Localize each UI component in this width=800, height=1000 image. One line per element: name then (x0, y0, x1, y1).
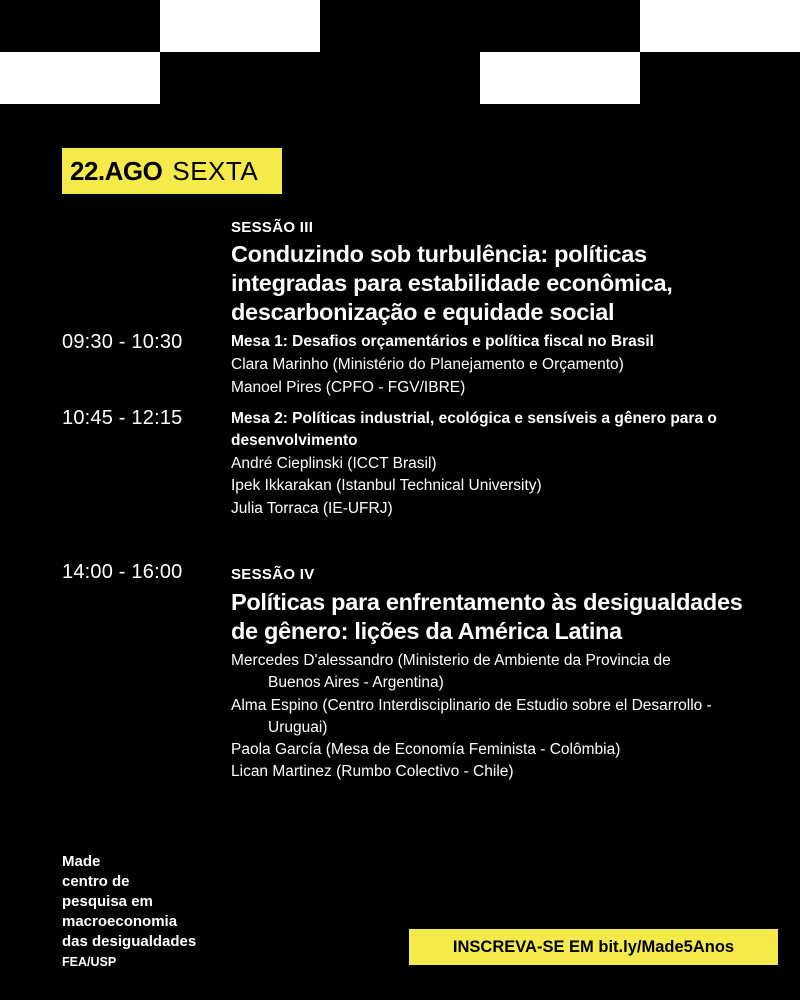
session-3-title-line: integradas para estabilidade econômica, (231, 270, 673, 296)
date-day: 22.AGO (70, 155, 163, 186)
date-badge (62, 148, 282, 194)
mesa-2-title: desenvolvimento (231, 432, 358, 449)
mesa-1-time: 09:30 - 10:30 (62, 331, 183, 353)
speaker: Alma Espino (Centro Interdisciplinario de Estudio sobre el Desarrollo - (231, 697, 712, 714)
speaker: Clara Marinho (Ministério do Planejamento e Orçamento) (231, 356, 624, 373)
speaker-continuation: Uruguai) (268, 719, 328, 736)
date-weekday: SEXTA (172, 155, 259, 186)
speaker: Mercedes D'alessandro (Ministerio de Ambiente da Provincia de (231, 652, 671, 669)
mesa-2-title: Mesa 2: Políticas industrial, ecológica e sensíveis a gênero para o (231, 410, 717, 427)
checker-square (480, 52, 640, 104)
mesa-1-title: Mesa 1: Desafios orçamentários e política fiscal no Brasil (231, 333, 654, 350)
org-line: pesquisa em (62, 893, 153, 910)
session-4-title-line: de gênero: lições da América Latina (231, 618, 622, 644)
speaker: André Cieplinski (ICCT Brasil) (231, 455, 437, 472)
session-4-title-line: Políticas para enfrentamento às desigualdades (231, 589, 743, 615)
org-logo-text (62, 852, 196, 972)
speaker-continuation: Buenos Aires - Argentina) (268, 674, 444, 691)
speaker: Lican Martinez (Rumbo Colectivo - Chile) (231, 763, 514, 780)
org-line: centro de (62, 873, 130, 890)
mesa-2-time: 10:45 - 12:15 (62, 407, 183, 429)
speaker: Paola García (Mesa de Economía Feminista - Colômbia) (231, 741, 621, 758)
session-3-title-line: Conduzindo sob turbulência: políticas (231, 241, 647, 267)
org-line: das desigualdades (62, 933, 197, 950)
org-sub: FEA/USP (62, 955, 117, 969)
signup-cta[interactable]: INSCREVA-SE EM bit.ly/Made5Anos (409, 929, 778, 965)
session-4-title (231, 588, 791, 646)
session-3-title (231, 240, 791, 327)
speaker: Manoel Pires (CPFO - FGV/IBRE) (231, 379, 466, 396)
org-line: Made (62, 853, 101, 870)
session-4-time: 14:00 - 16:00 (62, 561, 183, 583)
session-3-title-line: descarbonização e equidade social (231, 299, 615, 325)
speaker: Julia Torraca (IE-UFRJ) (231, 500, 393, 517)
session-4-label: SESSÃO IV (231, 566, 315, 583)
org-line: macroeconomia (62, 913, 178, 930)
checker-square (640, 0, 800, 52)
speaker: Ipek Ikkarakan (Istanbul Technical University) (231, 477, 542, 494)
checker-square (160, 0, 320, 52)
checker-pattern (0, 0, 800, 104)
checker-square (0, 52, 160, 104)
session-3-label: SESSÃO III (231, 219, 314, 236)
